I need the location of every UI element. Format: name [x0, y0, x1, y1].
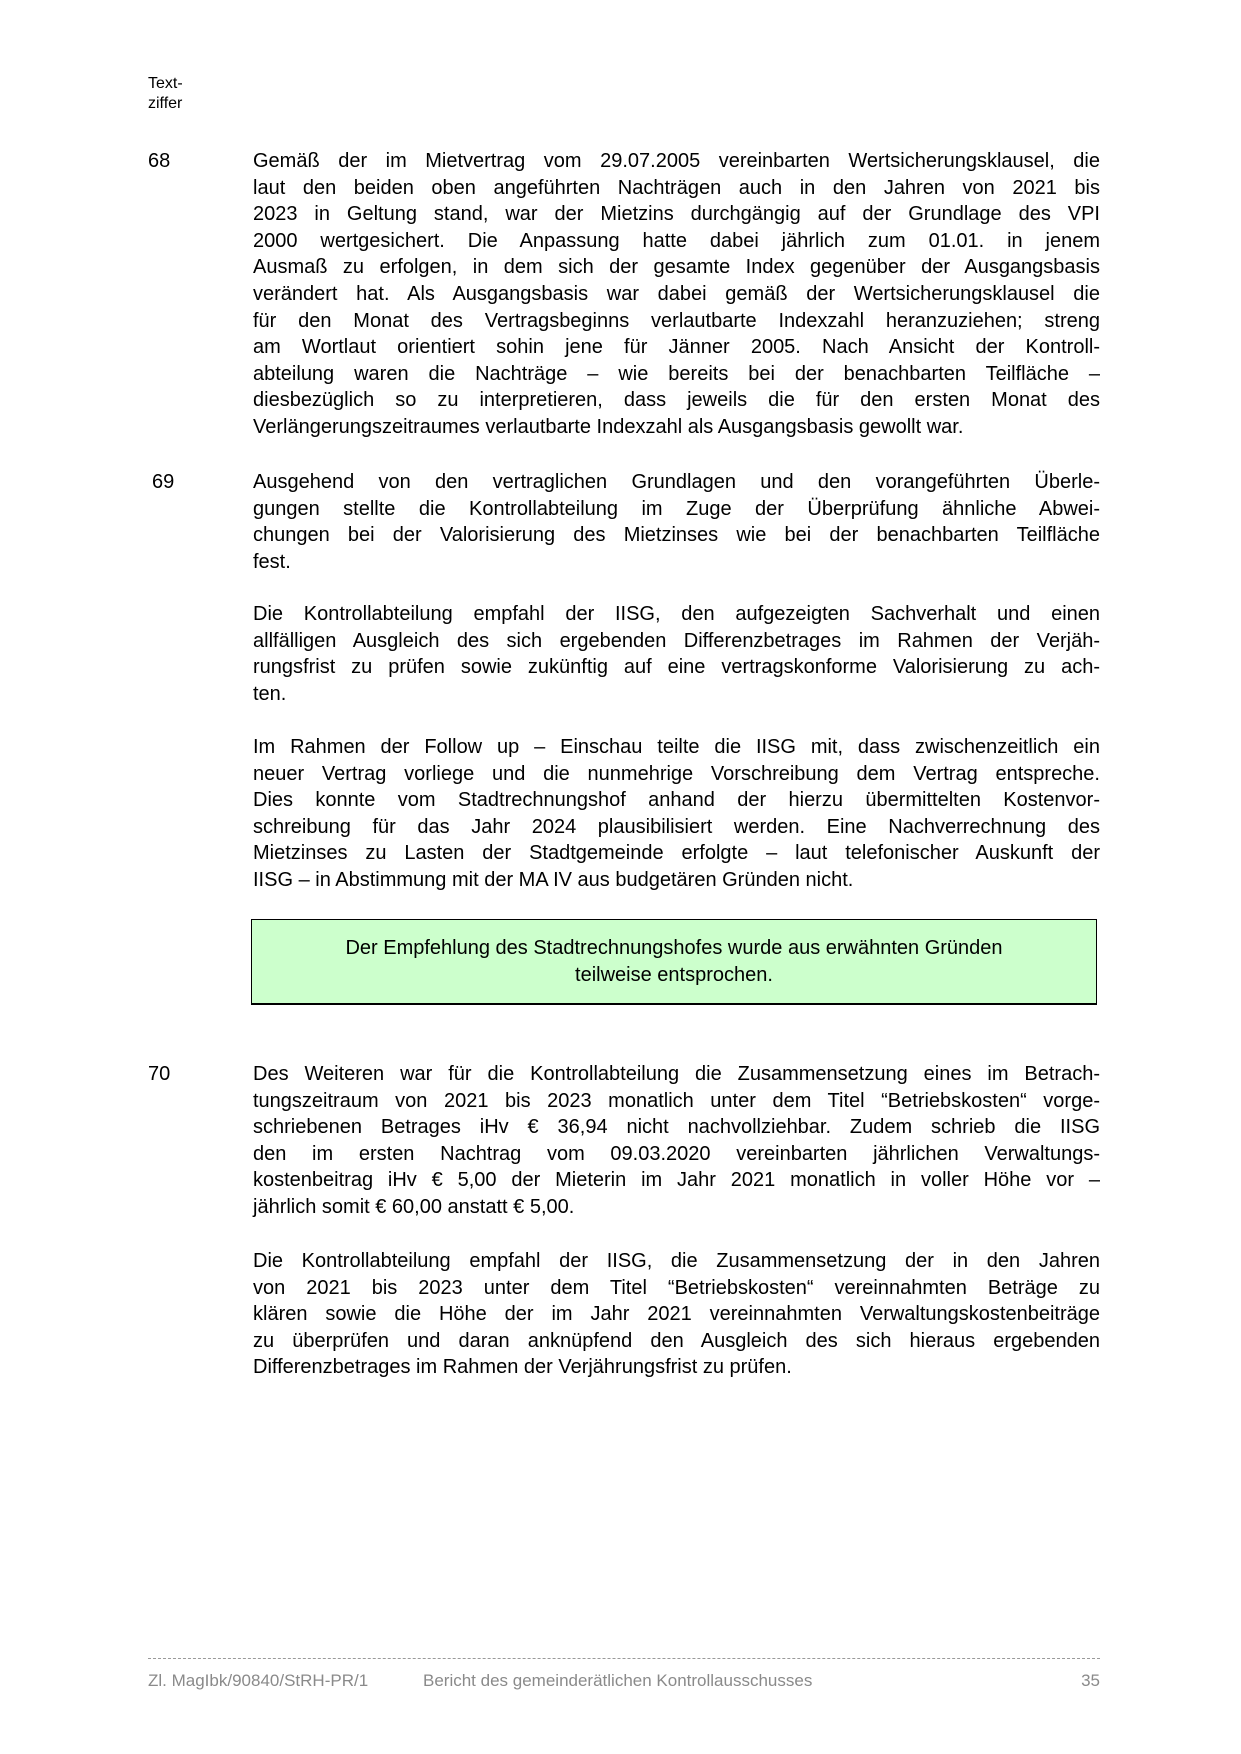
- paragraph: [253, 1248, 1100, 1381]
- status-line-2: teilweise entsprochen.: [575, 963, 773, 986]
- text-line: für den Monat des Vertragsbeginns verlautbarte Indexzahl heranzuziehen; streng: [253, 309, 1100, 332]
- text-line: neuer Vertrag vorliege und die nunmehrige Vorschreibung dem Vertrag entspreche.: [253, 762, 1100, 785]
- text-line: von 2021 bis 2023 unter dem Titel “Betriebskosten“ vereinnahmten Beträge zu: [253, 1276, 1100, 1299]
- text-line: Im Rahmen der Follow up – Einschau teilte die IISG mit, dass zwischenzeitlich ein: [253, 736, 1100, 758]
- text-line: Die Kontrollabteilung empfahl der IISG, den aufgezeigten Sachverhalt und einen: [253, 603, 1100, 625]
- text-line: Des Weiteren war für die Kontrollabteilung die Zusammensetzung eines im Betrach-: [253, 1063, 1100, 1085]
- text-line: schriebenen Betrages iHv € 36,94 nicht nachvollziehbar. Zudem schrieb die IISG: [253, 1116, 1100, 1139]
- text-line: laut den beiden oben angeführten Nachträgen auch in den Jahren von 2021 bis: [253, 176, 1100, 199]
- text-line: jährlich somit € 60,00 anstatt € 5,00.: [253, 1195, 575, 1218]
- section-number-70: 70: [148, 1063, 171, 1085]
- paragraph: [253, 148, 1100, 441]
- text-line: Dies konnte vom Stadtrechnungshof anhand der hierzu übermittelten Kostenvor-: [253, 789, 1100, 812]
- paragraph: [253, 469, 1100, 575]
- text-line: tungszeitraum von 2021 bis 2023 monatlich unter dem Titel “Betriebskosten“ vorge-: [253, 1089, 1100, 1112]
- text-line: chungen bei der Valorisierung des Mietzinses wie bei der benachbarten Teilfläche: [253, 524, 1100, 547]
- text-line: verändert hat. Als Ausgangsbasis war dabei gemäß der Wertsicherungsklausel die: [253, 282, 1100, 305]
- text-line: am Wortlaut orientiert sohin jene für Jänner 2005. Nach Ansicht der Kontroll-: [253, 336, 1100, 359]
- text-line: ten.: [253, 682, 287, 705]
- text-line: Mietzinses zu Lasten der Stadtgemeinde erfolgte – laut telefonischer Auskunft der: [253, 842, 1100, 865]
- text-line: klären sowie die Höhe der im Jahr 2021 vereinnahmten Verwaltungskostenbeiträge: [253, 1303, 1100, 1326]
- text-line: allfälligen Ausgleich des sich ergebenden Differenzbetrages im Rahmen der Verjäh-: [253, 629, 1100, 652]
- column-header: [148, 74, 183, 114]
- paragraph: [253, 734, 1100, 894]
- section-number-68: 68: [148, 150, 171, 172]
- text-line: gungen stellte die Kontrollabteilung im Zuge der Überprüfung ähnliche Abwei-: [253, 497, 1100, 520]
- text-line: kostenbeitrag iHv € 5,00 der Mieterin im Jahr 2021 monatlich in voller Höhe vor –: [253, 1169, 1100, 1192]
- status-line-1: Der Empfehlung des Stadtrechnungshofes wurde aus erwähnten Gründen: [345, 937, 1003, 959]
- text-line: zu überprüfen und daran anknüpfend den Ausgleich des sich hieraus ergebenden: [253, 1329, 1100, 1352]
- text-line: 2023 in Geltung stand, war der Mietzins durchgängig auf der Grundlage des VPI: [253, 203, 1100, 226]
- footer-title: Bericht des gemeinderätlichen Kontrollausschusses: [423, 1671, 813, 1690]
- text-line: Differenzbetrages im Rahmen der Verjährungsfrist zu prüfen.: [253, 1356, 792, 1379]
- text-line: Die Kontrollabteilung empfahl der IISG, die Zusammensetzung der in den Jahren: [253, 1250, 1100, 1272]
- text-line: Verlängerungszeitraumes verlautbarte Indexzahl als Ausgangsbasis gewollt war.: [253, 415, 964, 438]
- text-line: Ausgehend von den vertraglichen Grundlagen und den vorangeführten Überle-: [253, 471, 1100, 493]
- footer-reference: Zl. MagIbk/90840/StRH-PR/1: [148, 1671, 369, 1690]
- paragraph: [253, 601, 1100, 707]
- text-line: Gemäß der im Mietvertrag vom 29.07.2005 vereinbarten Wertsicherungsklausel, die: [253, 150, 1100, 172]
- status-box: [251, 919, 1097, 1005]
- text-line: fest.: [253, 550, 291, 573]
- text-line: Ausmaß zu erfolgen, in dem sich der gesamte Index gegenüber der Ausgangsbasis: [253, 256, 1100, 279]
- header-line-1: Text-: [148, 75, 183, 92]
- paragraph: [253, 1061, 1100, 1221]
- text-line: abteilung waren die Nachträge – wie bereits bei der benachbarten Teilfläche –: [253, 362, 1100, 385]
- text-line: IISG – in Abstimmung mit der MA IV aus budgetären Gründen nicht.: [253, 868, 854, 891]
- text-line: rungsfrist zu prüfen sowie zukünftig auf eine vertragskonforme Valorisierung zu ach-: [253, 656, 1100, 679]
- section-number-69: 69: [152, 471, 175, 493]
- text-line: schreibung für das Jahr 2024 plausibilisiert werden. Eine Nachverrechnung des: [253, 815, 1100, 838]
- footer-divider: [148, 1658, 1100, 1659]
- text-line: den im ersten Nachtrag vom 09.03.2020 vereinbarten jährlichen Verwaltungs-: [253, 1142, 1100, 1165]
- header-line-2: ziffer: [148, 95, 183, 112]
- text-line: 2000 wertgesichert. Die Anpassung hatte dabei jährlich zum 01.01. in jenem: [253, 229, 1100, 252]
- page-number: 35: [1081, 1671, 1100, 1690]
- text-line: diesbezüglich so zu interpretieren, dass jeweils die für den ersten Monat des: [253, 389, 1100, 412]
